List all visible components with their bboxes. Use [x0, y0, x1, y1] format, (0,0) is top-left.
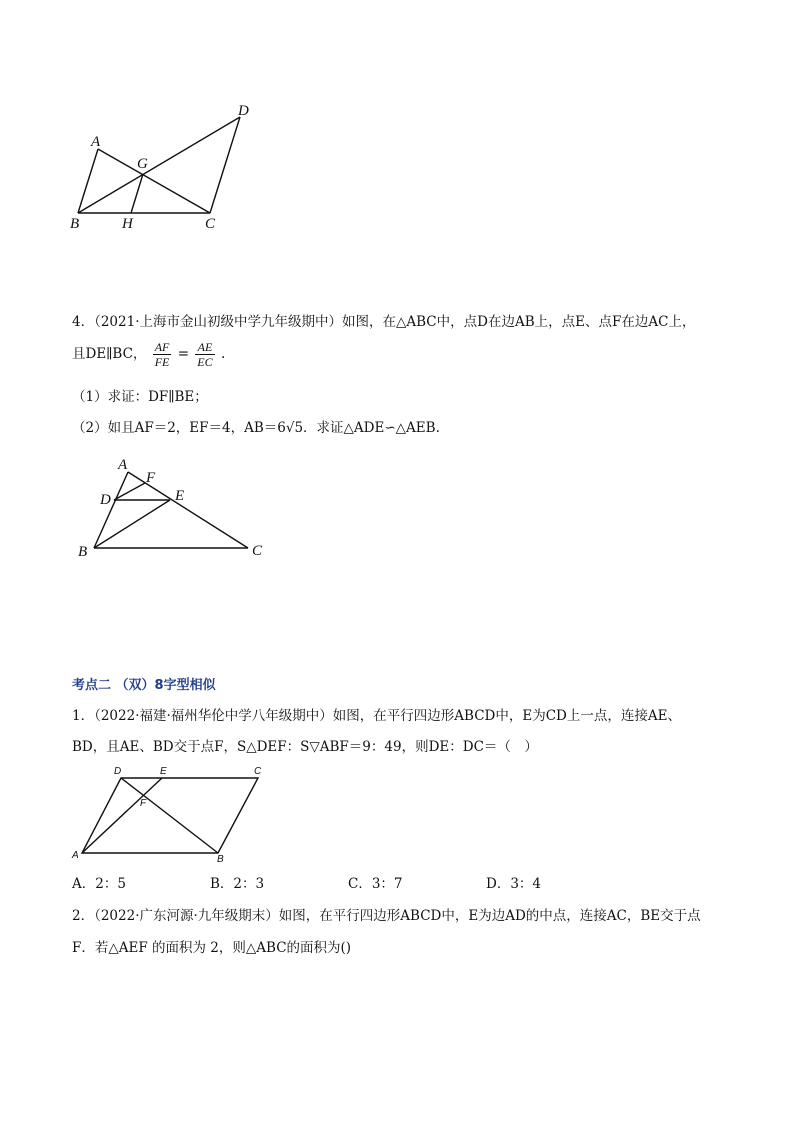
- figure-parallelogram: [66, 763, 276, 863]
- segment-bd: [78, 117, 240, 213]
- label-d: D: [114, 766, 122, 777]
- segment-bd: [121, 778, 218, 853]
- figure-abgdch: [60, 95, 280, 240]
- p2-line1: 2．（2022·广东河源·九年级期末）如图，在平行四边形ABCD中，E为边AD的中点，连接AC，BE交于点: [72, 908, 701, 924]
- p1-line2: BD，且AE、BD交于点F，S△DEF：S▽ABF＝9：49，则DE：DC＝（ ）: [72, 739, 538, 755]
- segment-ae: [82, 778, 162, 853]
- label-b: B: [78, 544, 88, 560]
- fraction-ae-ec-num: AE: [195, 340, 214, 355]
- label-c: C: [254, 766, 262, 777]
- p2-line2: F．若△AEF 的面积为 2，则△ABC的面积为(): [72, 940, 352, 956]
- label-f: F: [140, 798, 147, 809]
- segment-ac: [98, 149, 210, 213]
- label-c: C: [205, 216, 216, 232]
- fraction-af-fe: [153, 340, 172, 369]
- q4-part1: （1）求证：DF∥BE；: [72, 389, 208, 405]
- fraction-af-fe-den: FE: [154, 355, 170, 369]
- label-a: A: [91, 134, 101, 150]
- label-f: F: [146, 470, 156, 486]
- label-e: E: [160, 766, 167, 777]
- label-b: B: [217, 854, 224, 863]
- q4-line1: 4．（2021·上海市金山初级中学九年级期中）如图，在△ABC中，点D在边AB上，点E、点F在边AC上，: [72, 314, 696, 330]
- fraction-ae-ec-den: EC: [197, 355, 213, 369]
- option-d[interactable]: D．3：4: [486, 876, 542, 892]
- q4-line2-prefix: 且DE∥BC，: [72, 346, 147, 362]
- label-h: H: [122, 216, 133, 232]
- figure-triangle-abc: [70, 452, 280, 567]
- label-c: C: [252, 543, 263, 559]
- option-c[interactable]: C．3：7: [348, 876, 403, 892]
- label-a: A: [72, 850, 79, 861]
- label-e: E: [175, 488, 185, 504]
- fraction-af-fe-num: AF: [154, 340, 170, 354]
- option-a[interactable]: A．2：5: [72, 876, 126, 892]
- q4-line2-suffix: .: [220, 346, 226, 362]
- p1-line1: 1．（2022·福建·福州华伦中学八年级期中）如图，在平行四边形ABCD中，E为CD上一点，连接AE、: [72, 708, 681, 724]
- equals-sign: =: [177, 346, 189, 362]
- label-d: D: [100, 492, 111, 508]
- fraction-ae-ec: [195, 340, 214, 369]
- option-b[interactable]: B．2：3: [210, 876, 265, 892]
- label-g: G: [137, 156, 148, 172]
- label-a: A: [118, 457, 128, 473]
- q4-part2: （2）如且AF＝2，EF＝4，AB＝6√5．求证△ADE∽△AEB.: [72, 420, 440, 436]
- section-title: 考点二 （双）8字型相似: [72, 678, 216, 693]
- label-d: D: [238, 103, 249, 119]
- label-b: B: [70, 216, 80, 232]
- q4-line2: [72, 340, 225, 369]
